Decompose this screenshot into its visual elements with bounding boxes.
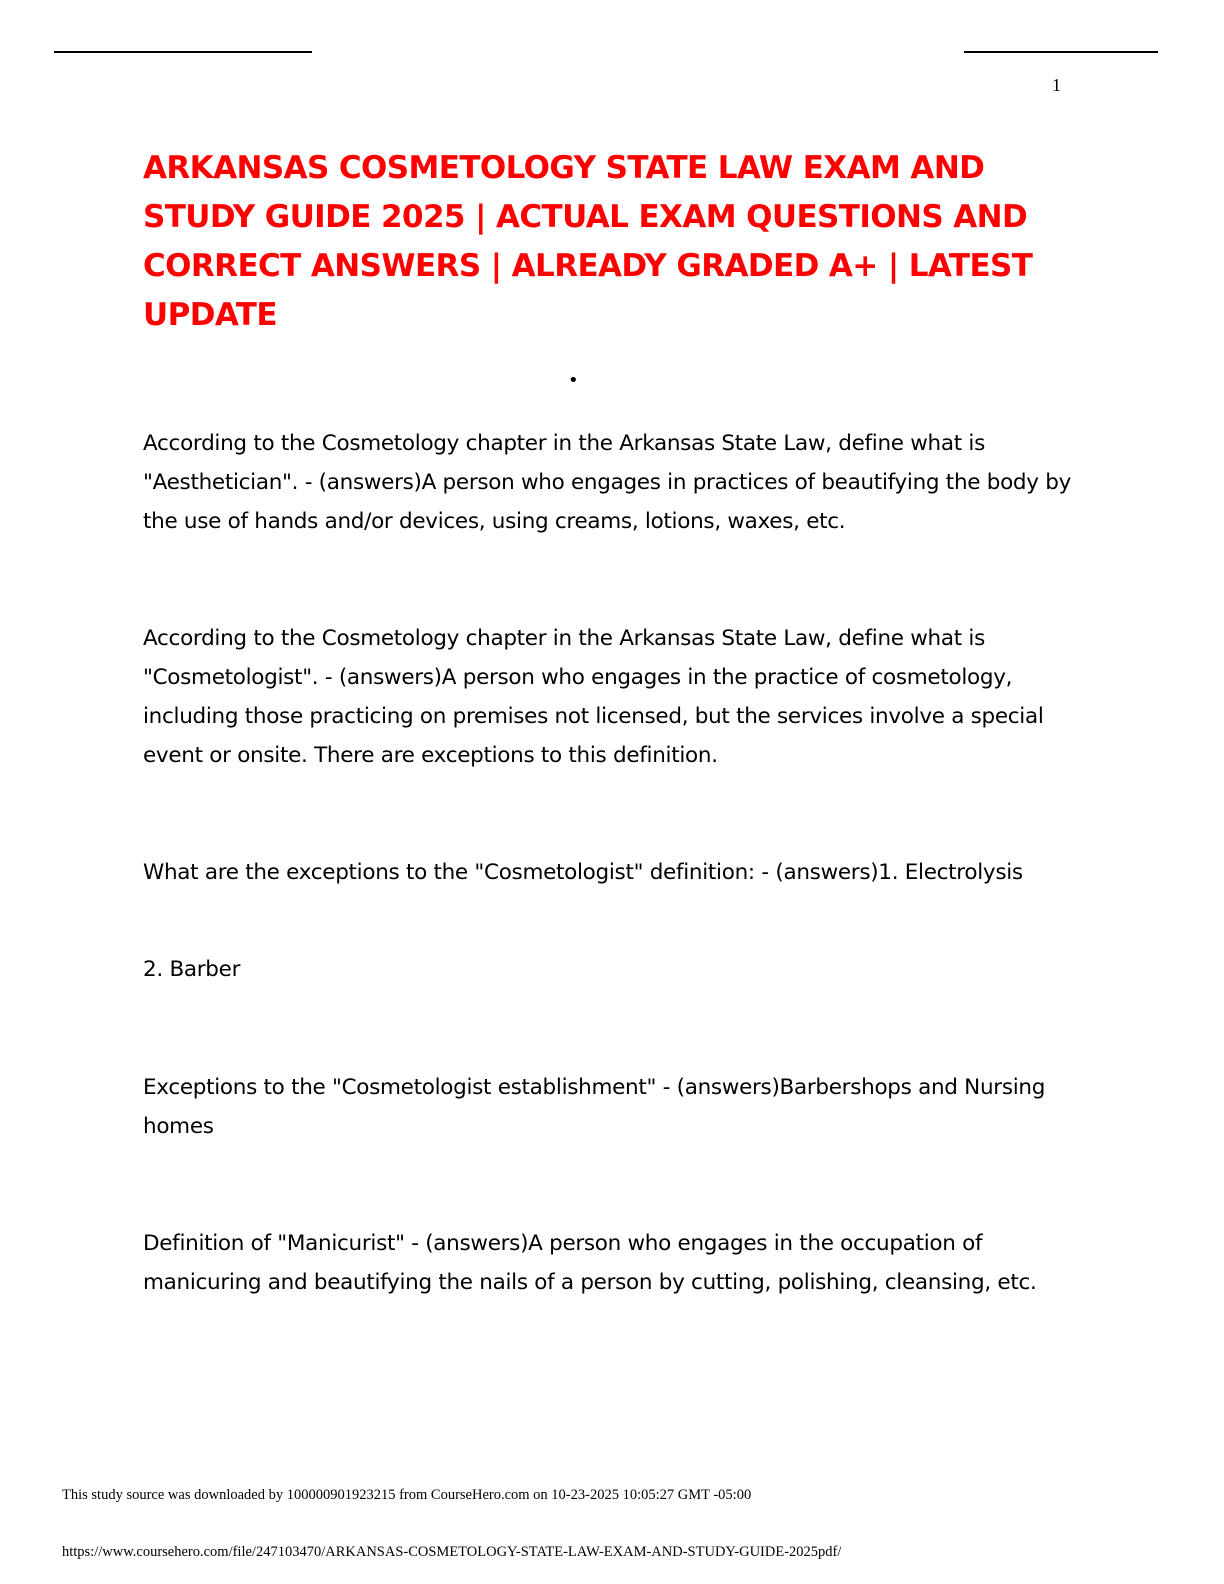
bullet-separator: •: [568, 370, 579, 391]
qa-cosmetologist: According to the Cosmetology chapter in the Arkansas State Law, define what is "Cosmetologist". - (answers)A person who engages in the practice of cosmetology, including those practicing on premises not licensed, but the services involve a special event or onsite. There are exceptions to this definition.: [143, 626, 1044, 768]
qa-aesthetician: According to the Cosmetology chapter in the Arkansas State Law, define what is "Aesthetician". - (answers)A person who engages in practices of beautifying the body by the use of hands and/or devices, using creams, lotions, waxes, etc.: [143, 431, 1072, 534]
qa-exception-barber: 2. Barber: [143, 957, 241, 982]
footer-url[interactable]: https://www.coursehero.com/file/247103470/ARKANSAS-COSMETOLOGY-STATE-LAW-EXAM-AND-STUDY-GUIDE-2025pdf/: [62, 1544, 842, 1560]
page-number: 1: [1052, 75, 1061, 95]
header-rule-left: [54, 51, 312, 53]
qa-cosmetologist-exceptions: What are the exceptions to the "Cosmetologist" definition: - (answers)1. Electrolysis: [143, 860, 1023, 885]
document-title: ARKANSAS COSMETOLOGY STATE LAW EXAM AND STUDY GUIDE 2025 | ACTUAL EXAM QUESTIONS AND CORRECT ANSWERS | ALREADY GRADED A+ | LATEST UPDATE: [143, 150, 1033, 333]
qa-establishment-exceptions: Exceptions to the "Cosmetologist establishment" - (answers)Barbershops and Nursing homes: [143, 1075, 1046, 1139]
footer-download-notice: This study source was downloaded by 100000901923215 from CourseHero.com on 10-23-2025 10:05:27 GMT -05:00: [62, 1487, 752, 1503]
header-rule-right: [964, 51, 1158, 53]
qa-manicurist: Definition of "Manicurist" - (answers)A person who engages in the occupation of manicuring and beautifying the nails of a person by cutting, polishing, cleansing, etc.: [143, 1231, 1037, 1295]
